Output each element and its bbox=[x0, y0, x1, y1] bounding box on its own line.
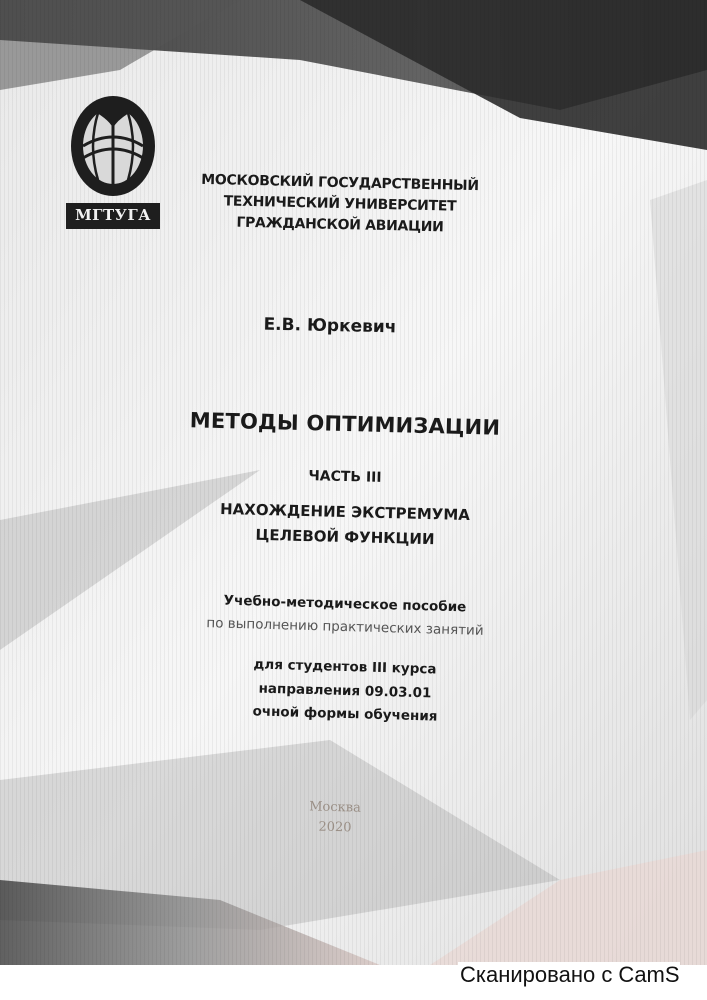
description-line-2: по выполнению практических занятий bbox=[206, 615, 484, 639]
subtitle-line-2: ЦЕЛЕВОЙ ФУНКЦИИ bbox=[255, 525, 435, 549]
book-title: МЕТОДЫ ОПТИМИЗАЦИИ bbox=[189, 408, 501, 440]
description-line-3: для студентов III курса bbox=[253, 656, 437, 678]
description-line-5: очной формы обучения bbox=[252, 703, 438, 725]
description-line-1: Учебно-методическое пособие bbox=[223, 592, 467, 616]
emblem-logo-text: МГТУГА bbox=[75, 206, 151, 224]
scanner-watermark-caption: Сканировано с CamS bbox=[460, 962, 680, 987]
publication-city: Москва bbox=[309, 799, 361, 816]
description-line-4: направления 09.03.01 bbox=[258, 680, 432, 702]
university-name-line-1: МОСКОВСКИЙ ГОСУДАРСТВЕННЫЙ bbox=[201, 171, 479, 195]
university-name-line-2: ТЕХНИЧЕСКИЙ УНИВЕРСИТЕТ bbox=[223, 193, 457, 215]
book-part: ЧАСТЬ III bbox=[308, 468, 382, 486]
university-name-line-3: ГРАЖДАНСКОЙ АВИАЦИИ bbox=[236, 214, 444, 236]
subtitle-line-1: НАХОЖДЕНИЕ ЭКСТРЕМУМА bbox=[219, 499, 471, 525]
university-emblem-icon bbox=[58, 88, 168, 248]
publication-year: 2020 bbox=[318, 819, 352, 836]
author-name: Е.В. Юркевич bbox=[263, 314, 397, 338]
